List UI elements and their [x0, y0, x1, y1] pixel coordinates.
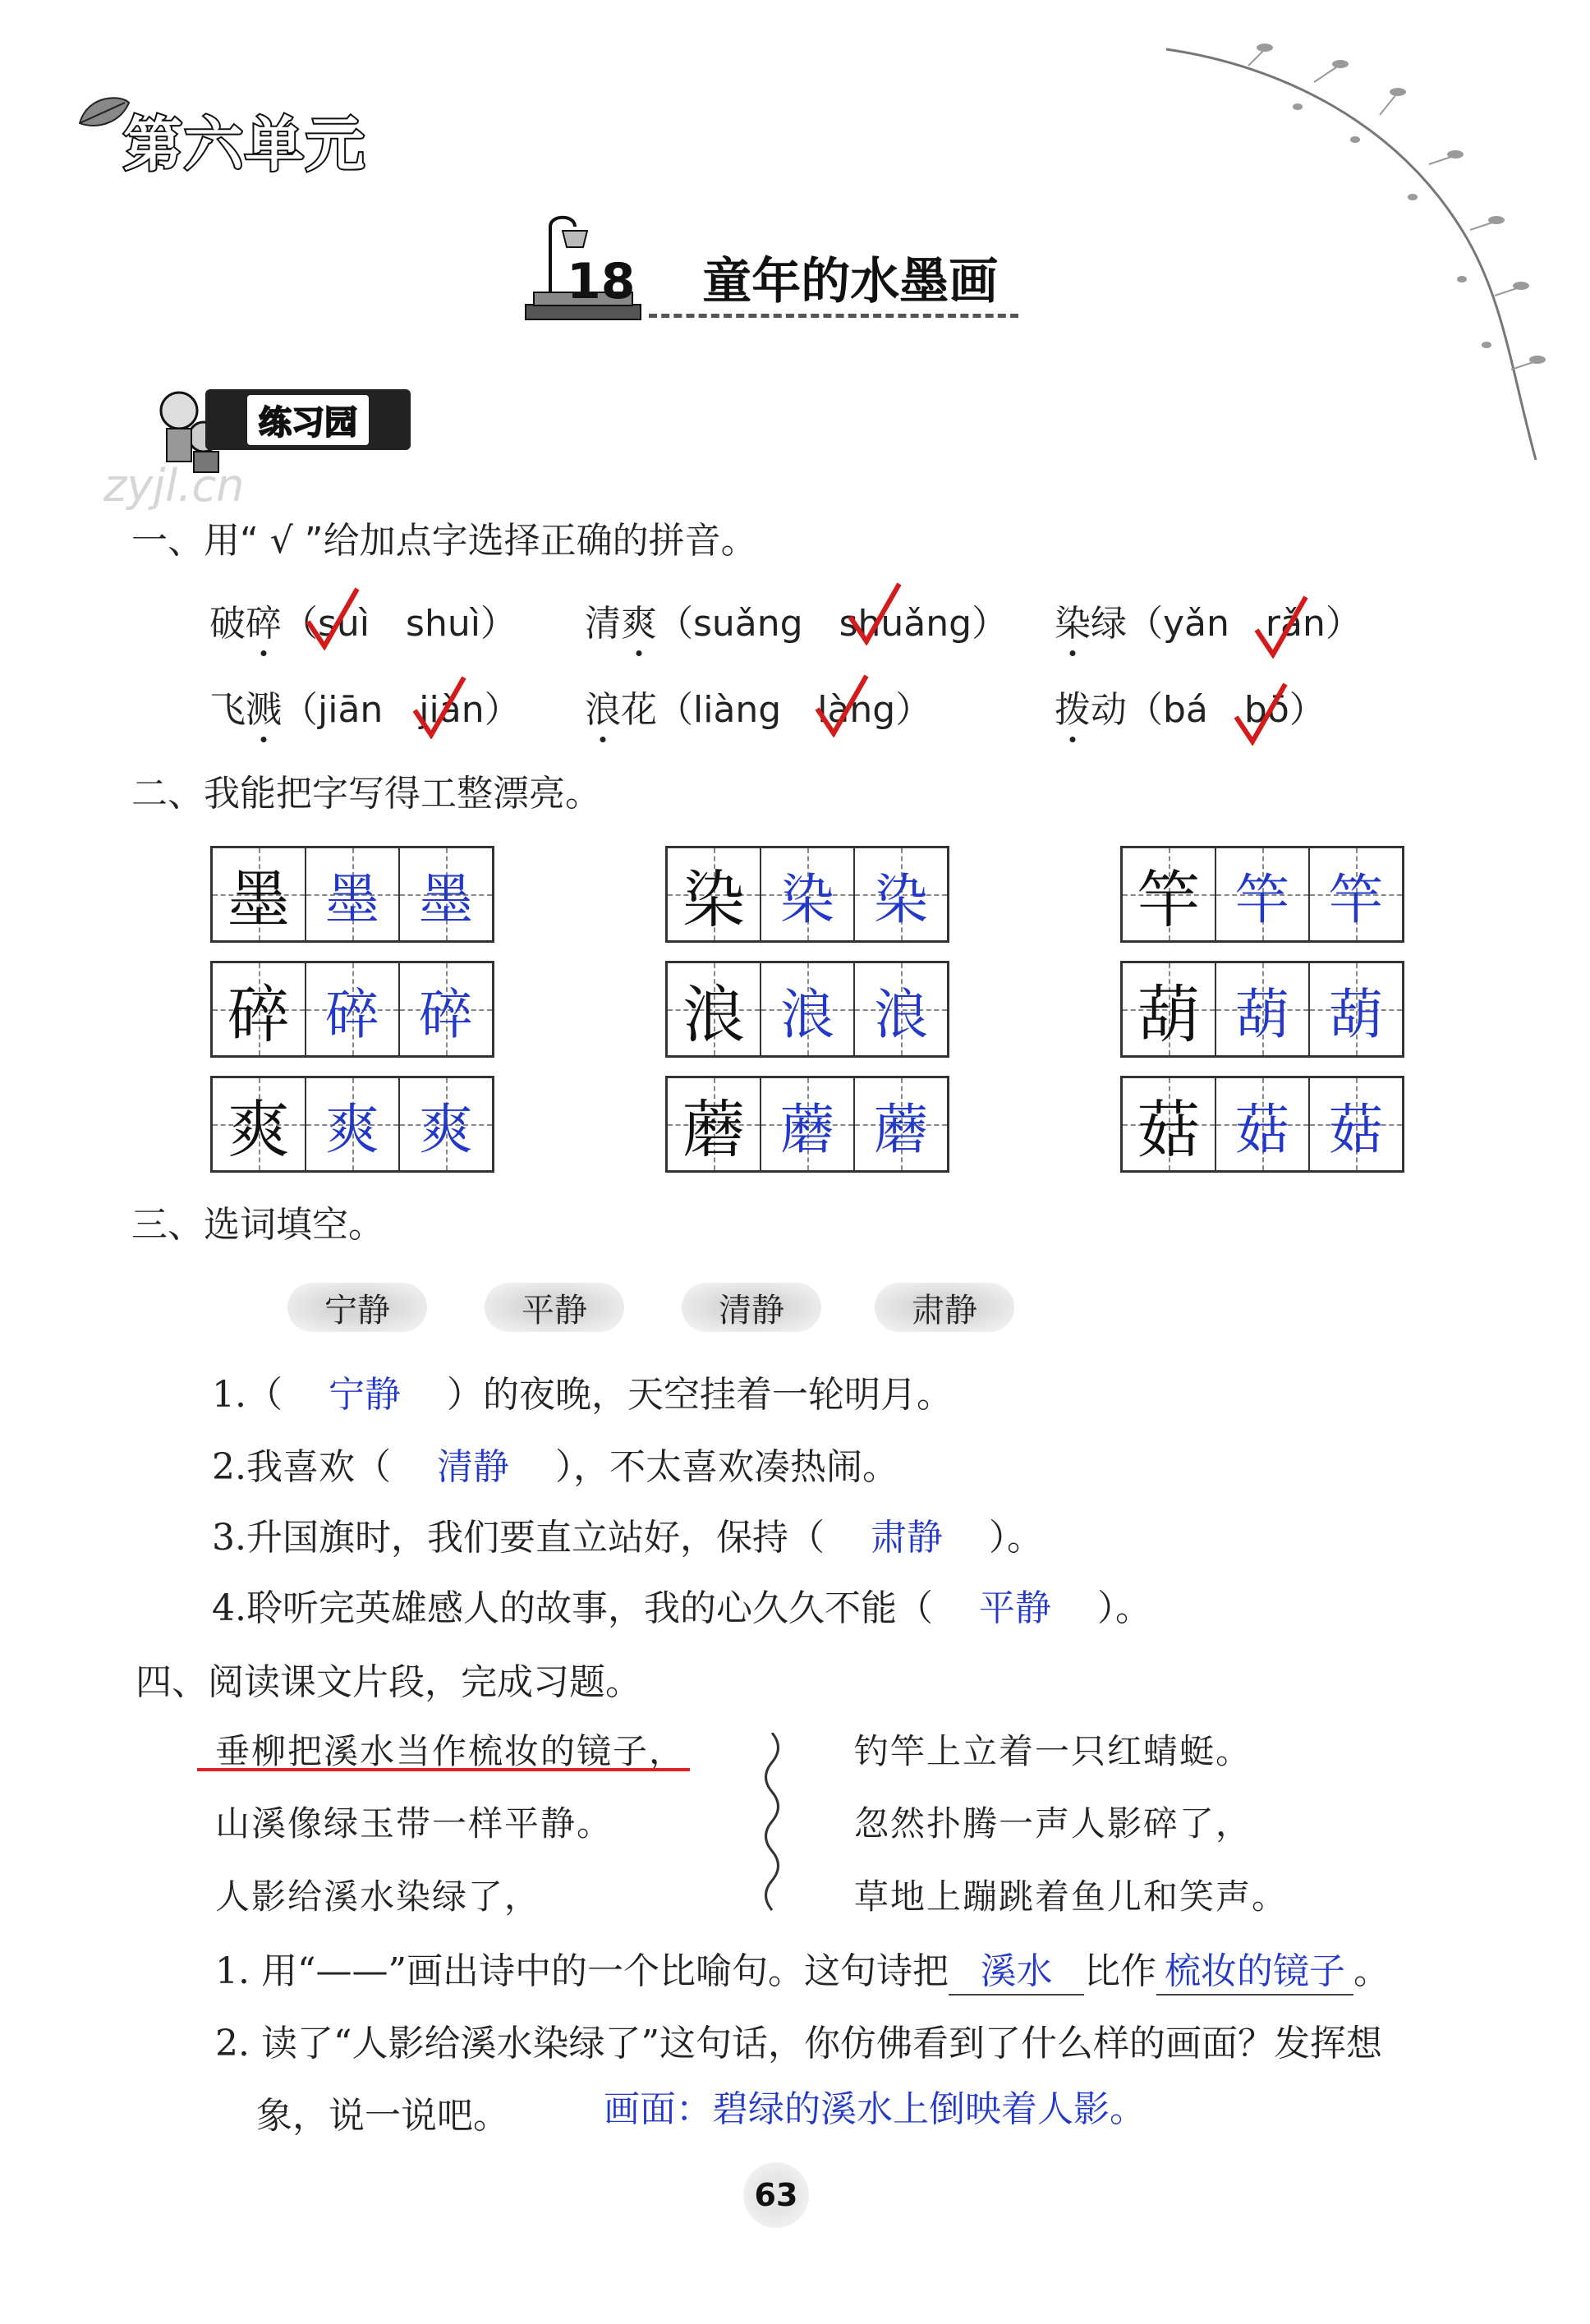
poem-line: 忽然扑腾一声人影碎了，	[854, 1803, 1252, 1844]
practice-section-label: 练习园	[247, 395, 369, 445]
q4-heading: 四、阅读课文片段，完成习题。	[136, 1661, 641, 1703]
q4-sub-question-2: 2. 读了“人影给溪水染绿了”这句话，你仿佛看到了什么样的画面？发挥想	[215, 2023, 1382, 2065]
checkmark-icon	[1252, 593, 1310, 659]
writing-grid-hu: 葫 葫 葫	[1120, 961, 1404, 1058]
q1-item-2: 清爽 （suǎng shuǎng）	[585, 594, 1008, 646]
q3-heading: 三、选词填空。	[131, 1204, 384, 1246]
writing-grid-sui: 碎 碎 碎	[210, 961, 494, 1058]
checkmark-icon	[846, 580, 903, 645]
writing-grid-gan: 竿 竿 竿	[1120, 846, 1404, 943]
q1-item-3: 染 绿（yǎn rǎn）	[1055, 594, 1362, 646]
q1-item-6: 拨 动（bá bō）	[1055, 680, 1326, 733]
q2-heading: 二、我能把字写得工整漂亮。	[131, 773, 601, 815]
poem-line: 人影给溪水染绿了，	[215, 1876, 541, 1917]
writing-grid-mo: 墨 墨 墨	[210, 846, 494, 943]
answer: 平静	[978, 1587, 1051, 1629]
q3-sentence-1: 1.（ 宁静 ）的夜晚，天空挂着一轮明月。	[212, 1365, 953, 1417]
page-number: 63	[743, 2162, 809, 2228]
writing-grid-mo2: 蘑 蘑 蘑	[665, 1076, 949, 1173]
decorative-branch-icon	[1150, 16, 1560, 476]
checkmark-icon	[304, 585, 361, 650]
lesson-name: 童年的水墨画	[702, 253, 999, 310]
writing-grid-shuang: 爽 爽 爽	[210, 1076, 494, 1173]
unit-title: 第六单元	[123, 110, 367, 179]
practice-section-badge	[205, 389, 411, 450]
q3-sentence-2: 2.我喜欢（ 清静 ），不太喜欢凑热闹。	[212, 1437, 898, 1490]
poem-line: 草地上蹦跳着鱼儿和笑声。	[854, 1876, 1289, 1917]
word-option: 肃静	[875, 1283, 1014, 1332]
answer: 画面：碧绿的溪水上倒映着人影。	[604, 2088, 1146, 2130]
poem-line: 垂柳把溪水当作梳妆的镜子，	[215, 1731, 686, 1771]
lesson-number: 18	[567, 253, 636, 310]
q4-sub-question-2-cont: 象，说一说吧。	[256, 2095, 509, 2137]
red-underline	[197, 1768, 690, 1771]
lesson-title	[567, 242, 998, 313]
q3-sentence-4: 4.聆听完英雄感人的故事，我的心久久不能（ 平静 ）。	[212, 1578, 1151, 1631]
q4-sub-question-1: 1. 用“——”画出诗中的一个比喻句。这句诗把 溪水 比作 梳妆的镜子 。	[215, 1941, 1390, 1996]
answer: 宁静	[328, 1374, 401, 1416]
q1-item-4: 飞溅 （jiān jiàn）	[209, 680, 521, 733]
q1-item-1: 破碎 （suì shuì）	[209, 594, 517, 646]
answer: 肃静	[870, 1517, 943, 1559]
writing-grid-ran: 染 染 染	[665, 846, 949, 943]
lesson-title-underline	[649, 314, 1018, 318]
checkmark-icon	[813, 672, 871, 737]
writing-grid-gu: 菇 菇 菇	[1120, 1076, 1404, 1173]
watermark: zyjl.cn	[103, 460, 245, 512]
poem-line: 钓竿上立着一只红蜻蜓。	[854, 1731, 1252, 1771]
answer: 清静	[436, 1446, 509, 1488]
wavy-divider-icon	[756, 1733, 788, 1913]
checkmark-icon	[1232, 680, 1289, 746]
q1-item-5: 浪 花（liàng làng）	[585, 680, 931, 733]
writing-grid-lang: 浪 浪 浪	[665, 961, 949, 1058]
q1-heading: 一、用“ √ ”给加点字选择正确的拼音。	[131, 520, 757, 562]
answer: 溪水	[949, 1941, 1084, 1996]
answer: 梳妆的镜子	[1156, 1941, 1353, 1996]
poem-line: 山溪像绿玉带一样平静。	[215, 1803, 613, 1844]
q3-sentence-3: 3.升国旗时，我们要直立站好，保持（ 肃静 ）。	[212, 1508, 1043, 1560]
checkmark-icon	[411, 673, 468, 739]
word-option: 平静	[485, 1283, 624, 1332]
word-option: 清静	[682, 1283, 821, 1332]
word-option: 宁静	[287, 1283, 427, 1332]
